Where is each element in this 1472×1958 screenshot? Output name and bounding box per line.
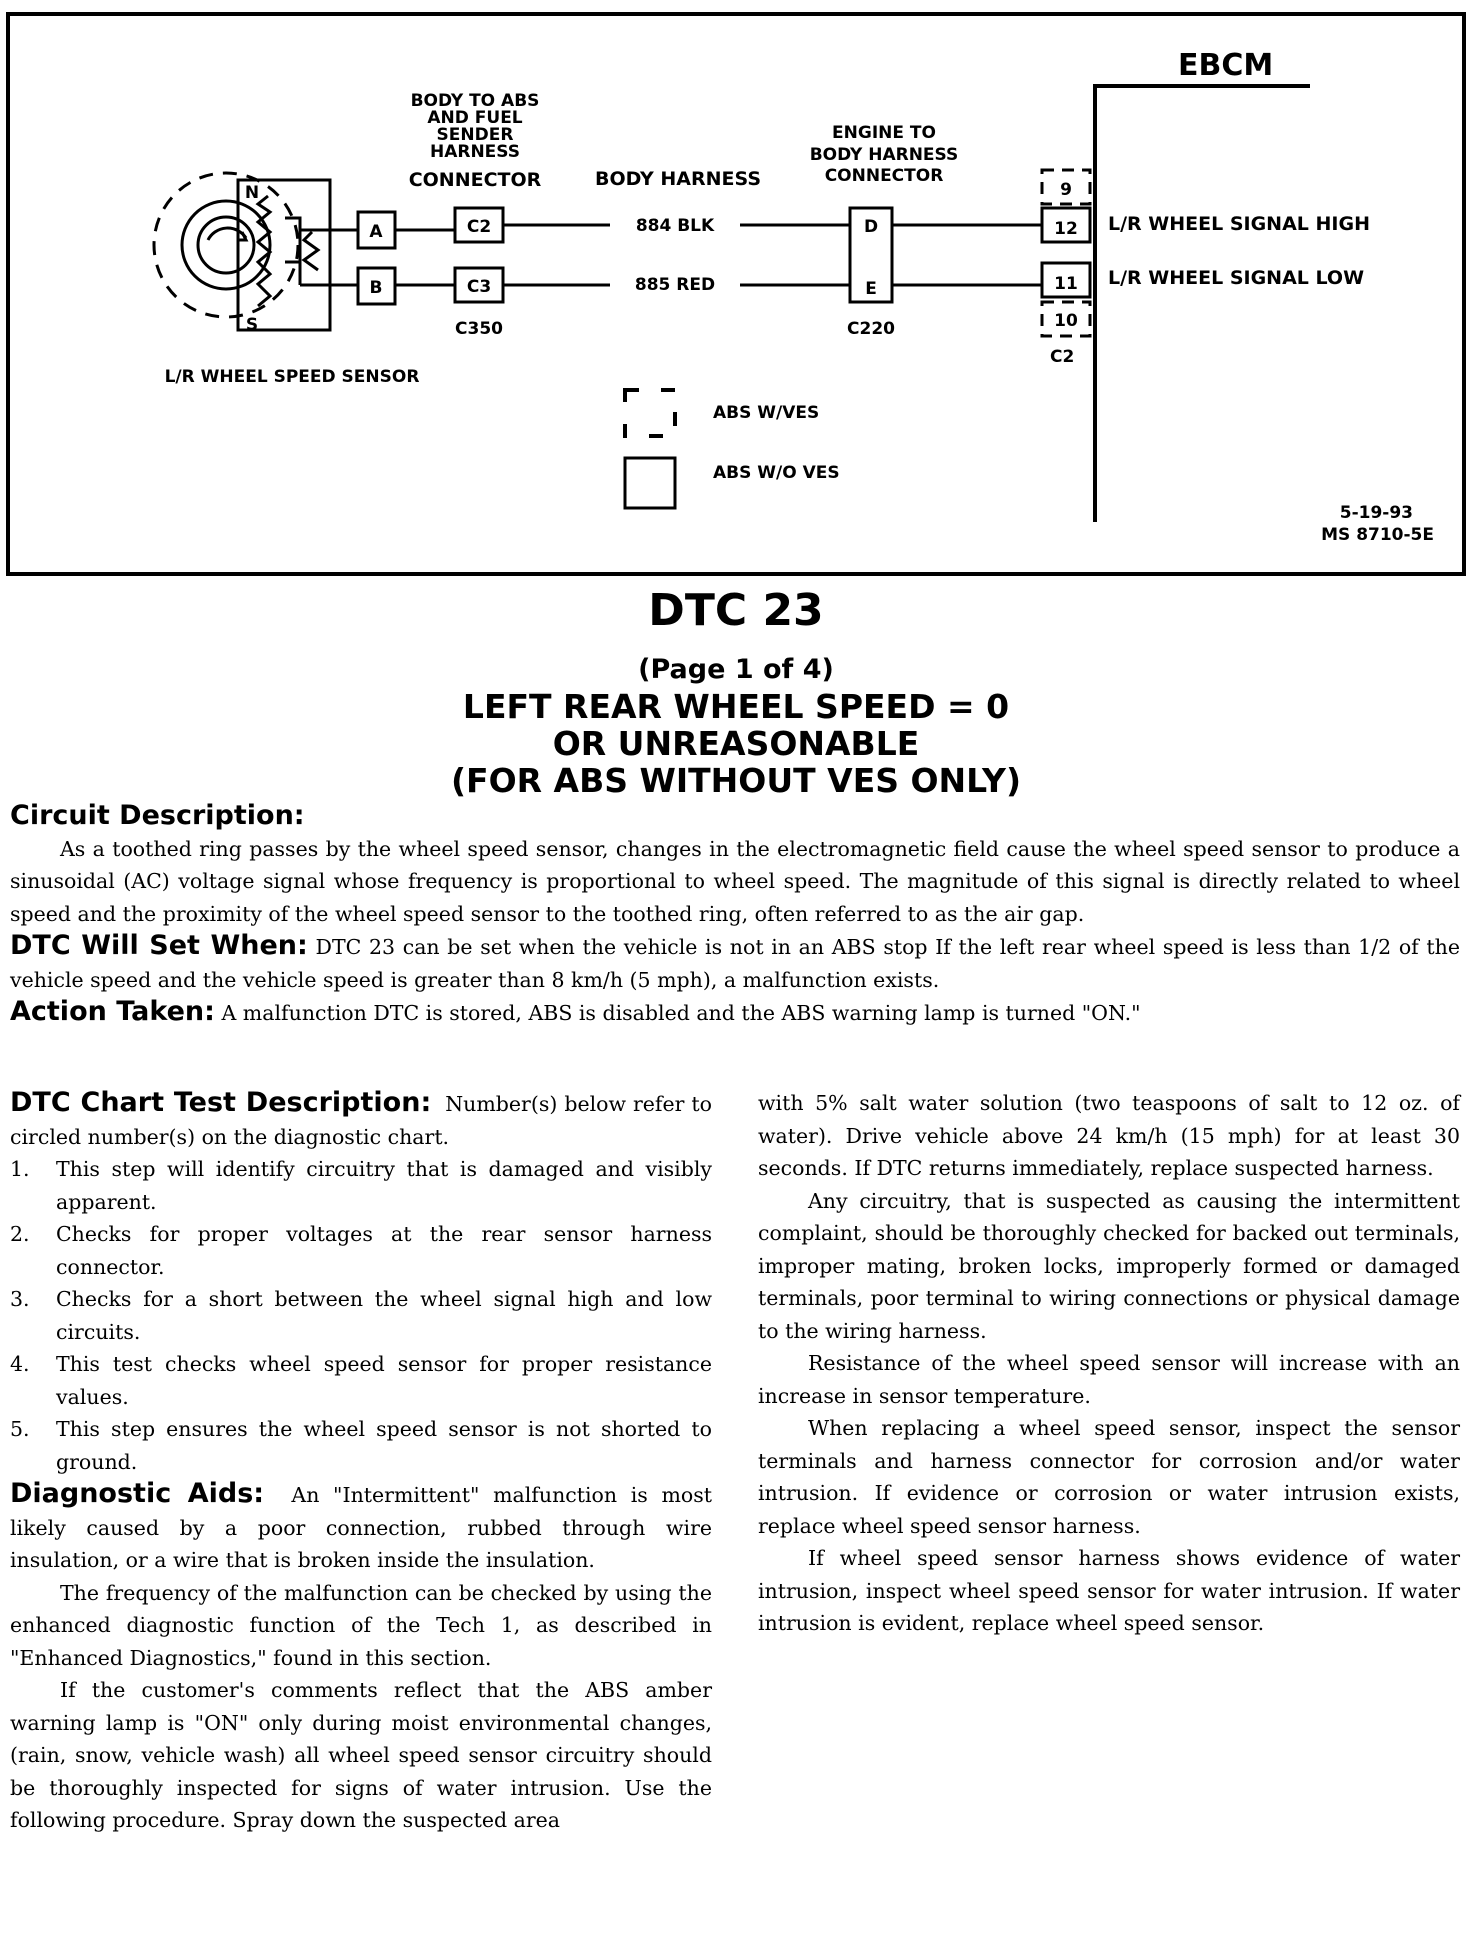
circuit-description-heading: Circuit Description: xyxy=(10,800,305,831)
ebcm-pin-9-label: 9 xyxy=(1060,180,1072,200)
c350-label: C350 xyxy=(455,319,503,339)
wire-low-label: 885 RED xyxy=(634,275,716,295)
legend-no-ves-label: ABS W/O VES xyxy=(713,463,840,483)
legend-no-ves-box xyxy=(625,458,675,508)
svg-text:BODY TO ABS: BODY TO ABS xyxy=(410,91,540,111)
ebcm-pin-10-label: 10 xyxy=(1054,311,1078,331)
wheel-speed-sensor-symbol xyxy=(154,173,330,330)
right-p4: When replacing a wheel speed sensor, inspect the sensor terminals and harness connector for corrosion and/or water intrusion. If evidence or corrosion or water intrusion exists, replace wheel speed sensor harness. xyxy=(758,1416,1460,1538)
svg-text:CONNECTOR: CONNECTOR xyxy=(824,166,944,186)
c350-pin-c3-label: C3 xyxy=(466,277,492,297)
action-heading: Action Taken: xyxy=(10,996,215,1027)
sensor-pin-a-label: A xyxy=(369,222,383,242)
step-number: 5. xyxy=(10,1417,30,1441)
dtc-set-heading: DTC Will Set When: xyxy=(10,930,308,961)
right-p2: Any circuitry, that is suspected as causing the intermittent complaint, should be thoroughly checked for backed out terminals, improper mating, broken locks, improperly formed or damaged terminals, poor terminal to wiring connections or physical damage to the wiring harness. xyxy=(758,1188,1460,1343)
engine-connector-label xyxy=(810,123,959,186)
right-column xyxy=(758,1087,1460,1640)
body-connector-label xyxy=(409,91,542,191)
chart-test-steps xyxy=(10,1153,712,1478)
diagram-ms-number: MS 8710-5E xyxy=(1321,525,1434,545)
chart-test-paragraph xyxy=(10,1087,712,1153)
step-text: This test checks wheel speed sensor for proper resistance values. xyxy=(56,1352,712,1409)
body-harness-label: BODY HARNESS xyxy=(594,168,762,190)
ebcm-label: EBCM xyxy=(1178,48,1274,83)
sensor-label: L/R WHEEL SPEED SENSOR xyxy=(164,367,420,387)
action-paragraph xyxy=(10,996,1460,1030)
step-item xyxy=(10,1413,712,1478)
step-number: 4. xyxy=(10,1352,30,1376)
diag-aids-p1: An "Intermittent" malfunction is most likely caused by a poor connection, rubbed through wire insulation, or a wire that is broken inside the insulation. xyxy=(10,1483,713,1572)
dtc-set-paragraph xyxy=(10,930,1460,996)
diag-aids-heading: Diagnostic Aids: xyxy=(10,1478,265,1509)
step-item xyxy=(10,1153,712,1218)
description-section xyxy=(10,800,1460,1030)
step-item xyxy=(10,1348,712,1413)
ebcm-pin-11-label: 11 xyxy=(1054,274,1078,294)
ebcm-box xyxy=(1095,86,1310,522)
diagram-date: 5-19-93 xyxy=(1339,503,1413,523)
dtc-set-text: DTC 23 can be set when the vehicle is not in an ABS stop If the left rear wheel speed is less than 1/2 of the vehicle speed and the vehicle speed is greater than 8 km/h (5 mph), a malfunction exists. xyxy=(10,935,1461,992)
step-item xyxy=(10,1218,712,1283)
step-text: This step ensures the wheel speed sensor is not shorted to ground. xyxy=(56,1417,712,1474)
svg-text:HARNESS: HARNESS xyxy=(429,142,521,162)
sensor-s-label: S xyxy=(245,315,259,335)
ebcm-pin-12-label: 12 xyxy=(1054,219,1078,239)
circuit-description-text: As a toothed ring passes by the wheel speed sensor, changes in the electromagnetic field cause the wheel speed sensor to produce a sinusoidal (AC) voltage signal whose frequency is proportional to wheel speed. The magnitude of this signal is directly related to wheel speed and the proximity of the wheel speed sensor to the toothed ring, often referred to as the air gap. xyxy=(10,836,1460,926)
page-indicator: (Page 1 of 4) xyxy=(638,654,834,685)
dtc-title: DTC 23 xyxy=(648,585,824,636)
svg-text:CONNECTOR: CONNECTOR xyxy=(408,169,542,191)
legend-ves-box xyxy=(625,390,675,436)
c220-label: C220 xyxy=(847,319,895,339)
ebcm-connector-label: C2 xyxy=(1050,347,1075,367)
svg-text:BODY HARNESS: BODY HARNESS xyxy=(809,145,959,165)
right-p3: Resistance of the wheel speed sensor will increase with an increase in sensor temperature. xyxy=(758,1351,1460,1408)
step-text: Checks for proper voltages at the rear sensor harness connector. xyxy=(56,1222,712,1279)
sensor-pin-b-label: B xyxy=(369,278,383,298)
step-item xyxy=(10,1283,712,1348)
step-number: 2. xyxy=(10,1222,30,1246)
wiring-diagram xyxy=(0,0,1472,580)
diag-aids-p2: The frequency of the malfunction can be checked by using the enhanced diagnostic function of the Tech 1, as described in "Enhanced Diagnostics," found in this section. xyxy=(10,1580,712,1670)
step-text: This step will identify circuitry that is damaged and visibly apparent. xyxy=(56,1157,712,1214)
diag-aids-paragraph xyxy=(10,1478,712,1577)
signal-high-label: L/R WHEEL SIGNAL HIGH xyxy=(1108,213,1370,235)
chart-test-intro: Number(s) below refer to circled number(s) on the diagnostic chart. xyxy=(10,1092,712,1149)
step-text: Checks for a short between the wheel signal high and low circuits. xyxy=(56,1287,712,1344)
right-p5: If wheel speed sensor harness shows evidence of water intrusion, inspect wheel speed sensor for water intrusion. If water intrusion is evident, replace wheel speed sensor. xyxy=(758,1546,1460,1635)
c220-pin-e-label: E xyxy=(865,279,877,299)
svg-text:AND FUEL: AND FUEL xyxy=(427,108,523,128)
right-p1: with 5% salt water solution (two teaspoons of salt to 12 oz. of water). Drive vehicle above 24 km/h (15 mph) for at least 30 seconds. If DTC returns immediately, replace suspected harness. xyxy=(758,1091,1460,1180)
diag-aids-p3: If the customer's comments reflect that the ABS amber warning lamp is "ON" only during moist environmental changes, (rain, snow, vehicle wash) all wheel speed sensor circuitry should be thoroughly inspected for signs of water intrusion. Use the following procedure. Spray down the suspected area xyxy=(10,1678,712,1832)
action-text: A malfunction DTC is stored, ABS is disabled and the ABS warning lamp is turned "ON." xyxy=(221,1001,1141,1025)
wire-high-label: 884 BLK xyxy=(635,216,715,236)
c220-pin-d-label: D xyxy=(863,217,879,237)
step-number: 1. xyxy=(10,1157,30,1181)
title-line-1: LEFT REAR WHEEL SPEED = 0 xyxy=(462,687,1010,726)
title-line-2: OR UNREASONABLE xyxy=(552,724,920,763)
title-line-3: (FOR ABS WITHOUT VES ONLY) xyxy=(450,761,1022,800)
signal-low-label: L/R WHEEL SIGNAL LOW xyxy=(1108,267,1365,289)
sensor-n-label: N xyxy=(244,183,260,203)
dtc-subtitle xyxy=(0,650,1472,799)
svg-text:SENDER: SENDER xyxy=(436,125,514,145)
chart-test-heading: DTC Chart Test Description: xyxy=(10,1087,432,1118)
c350-pin-c2-label: C2 xyxy=(466,217,492,237)
left-column xyxy=(10,1087,712,1837)
legend-ves-label: ABS W/VES xyxy=(713,403,820,423)
step-number: 3. xyxy=(10,1287,30,1311)
diagram-frame xyxy=(8,14,1464,574)
svg-text:ENGINE TO: ENGINE TO xyxy=(832,123,936,143)
